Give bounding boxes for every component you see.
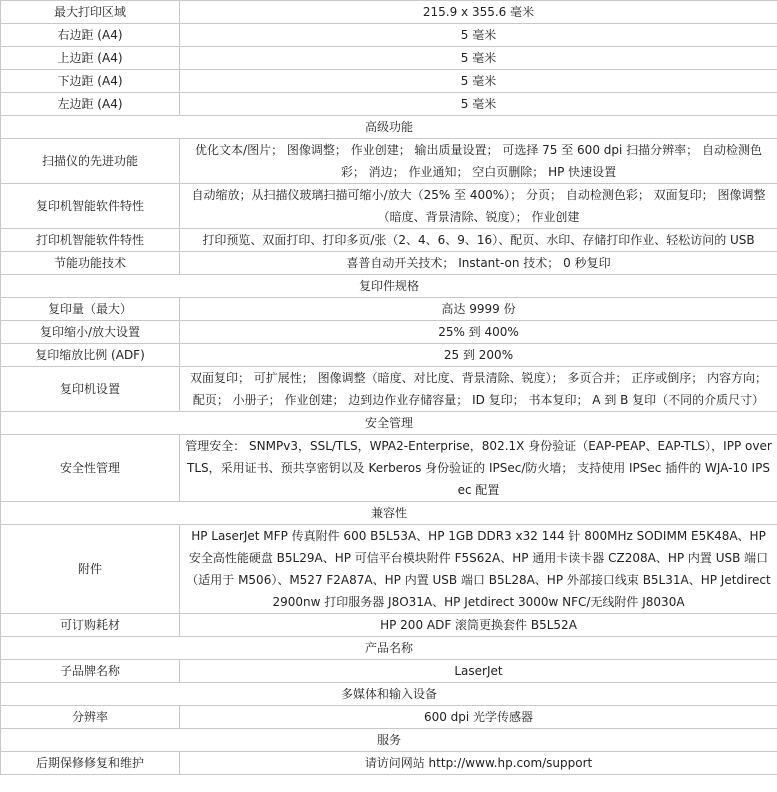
spec-value: 25 到 200%	[180, 344, 777, 367]
spec-value: 25% 到 400%	[180, 321, 777, 344]
spec-row	[1, 321, 777, 344]
spec-label: 复印量（最大）	[1, 298, 180, 321]
spec-label: 可订购耗材	[1, 614, 180, 637]
spec-label: 附件	[1, 525, 180, 614]
section-header-row	[1, 637, 777, 660]
spec-value: 5 毫米	[180, 24, 777, 47]
spec-label: 最大打印区域	[1, 1, 180, 24]
section-header-row	[1, 729, 777, 752]
spec-label: 子品牌名称	[1, 660, 180, 683]
spec-value: 5 毫米	[180, 47, 777, 70]
spec-row	[1, 229, 777, 252]
spec-row	[1, 47, 777, 70]
spec-value: 5 毫米	[180, 70, 777, 93]
section-header-row	[1, 116, 777, 139]
section-title: 兼容性	[1, 502, 777, 525]
spec-row	[1, 614, 777, 637]
spec-label: 下边距 (A4)	[1, 70, 180, 93]
spec-value: 高达 9999 份	[180, 298, 777, 321]
section-title: 复印件规格	[1, 275, 777, 298]
spec-value: 自动缩放；从扫描仪玻璃扫描可缩小/放大（25% 至 400%）； 分页； 自动检测色彩； 双面复印； 图像调整（暗度、背景清除、锐度）； 作业创建	[180, 184, 777, 229]
section-header-row	[1, 502, 777, 525]
spec-row	[1, 70, 777, 93]
spec-label: 右边距 (A4)	[1, 24, 180, 47]
spec-row	[1, 1, 777, 24]
spec-label: 复印机设置	[1, 367, 180, 412]
section-header-row	[1, 275, 777, 298]
section-title: 高级功能	[1, 116, 777, 139]
spec-value: 管理安全： SNMPv3，SSL/TLS，WPA2-Enterprise，802.1X 身份验证（EAP-PEAP、EAP-TLS），IPP over TLS，采用证书、预共享密钥以及 Kerberos 身份验证的 IPSec/防火墙； 支持使用 IPSec 插件的 WJA-10 IPSec 配置	[180, 435, 777, 502]
spec-label: 上边距 (A4)	[1, 47, 180, 70]
spec-label: 扫描仪的先进功能	[1, 139, 180, 184]
spec-value: 优化文本/图片； 图像调整； 作业创建； 输出质量设置； 可选择 75 至 600 dpi 扫描分辨率； 自动检测色彩； 消边； 作业通知； 空白页删除； HP 快速设置	[180, 139, 777, 184]
spec-label: 节能功能技术	[1, 252, 180, 275]
spec-value: 双面复印； 可扩展性； 图像调整（暗度、对比度、背景清除、锐度）； 多页合并； 正序或倒序； 内容方向； 配页； 小册子； 作业创建； 边到边作业存储容量； ID 复印； 书本复印； A 到 B 复印（不同的介质尺寸）	[180, 367, 777, 412]
spec-label: 复印缩放比例 (ADF)	[1, 344, 180, 367]
spec-value: 5 毫米	[180, 93, 777, 116]
section-title: 多媒体和输入设备	[1, 683, 777, 706]
spec-value: 600 dpi 光学传感器	[180, 706, 777, 729]
spec-row	[1, 24, 777, 47]
spec-value: HP 200 ADF 滚筒更换套件 B5L52A	[180, 614, 777, 637]
spec-row	[1, 752, 777, 775]
spec-row	[1, 252, 777, 275]
section-title: 服务	[1, 729, 777, 752]
spec-value: LaserJet	[180, 660, 777, 683]
spec-row	[1, 139, 777, 184]
spec-row	[1, 298, 777, 321]
spec-row	[1, 525, 777, 614]
spec-table-body	[1, 1, 777, 775]
spec-label: 分辨率	[1, 706, 180, 729]
spec-label: 后期保修修复和维护	[1, 752, 180, 775]
section-title: 产品名称	[1, 637, 777, 660]
section-title: 安全管理	[1, 412, 777, 435]
spec-value: 请访问网站 http://www.hp.com/support	[180, 752, 777, 775]
spec-row	[1, 184, 777, 229]
section-header-row	[1, 412, 777, 435]
spec-value: 打印预览、双面打印、打印多页/张（2、4、6、9、16）、配页、水印、存储打印作业、轻松访问的 USB	[180, 229, 777, 252]
spec-label: 复印缩小/放大设置	[1, 321, 180, 344]
spec-label: 打印机智能软件特性	[1, 229, 180, 252]
spec-row	[1, 706, 777, 729]
spec-row	[1, 344, 777, 367]
spec-label: 复印机智能软件特性	[1, 184, 180, 229]
spec-label: 安全性管理	[1, 435, 180, 502]
spec-row	[1, 367, 777, 412]
spec-label: 左边距 (A4)	[1, 93, 180, 116]
spec-value: 喜普自动开关技术； Instant-on 技术； 0 秒复印	[180, 252, 777, 275]
section-header-row	[1, 683, 777, 706]
spec-row	[1, 660, 777, 683]
spec-row	[1, 93, 777, 116]
spec-row	[1, 435, 777, 502]
spec-value: 215.9 x 355.6 毫米	[180, 1, 777, 24]
spec-value: HP LaserJet MFP 传真附件 600 B5L53A、HP 1GB DDR3 x32 144 针 800MHz SODIMM E5K48A、HP 安全高性能硬盘 B5L29A、HP 可信平台模块附件 F5S62A、HP 通用卡读卡器 CZ208A、HP 内置 USB 端口（适用于 M506）、M527 F2A87A、HP 内置 USB 端口 B5L28A、HP 外部接口线束 B5L31A、HP Jetdirect 2900nw 打印服务器 J8O31A、HP Jetdirect 3000w NFC/无线附件 J8030A	[180, 525, 777, 614]
